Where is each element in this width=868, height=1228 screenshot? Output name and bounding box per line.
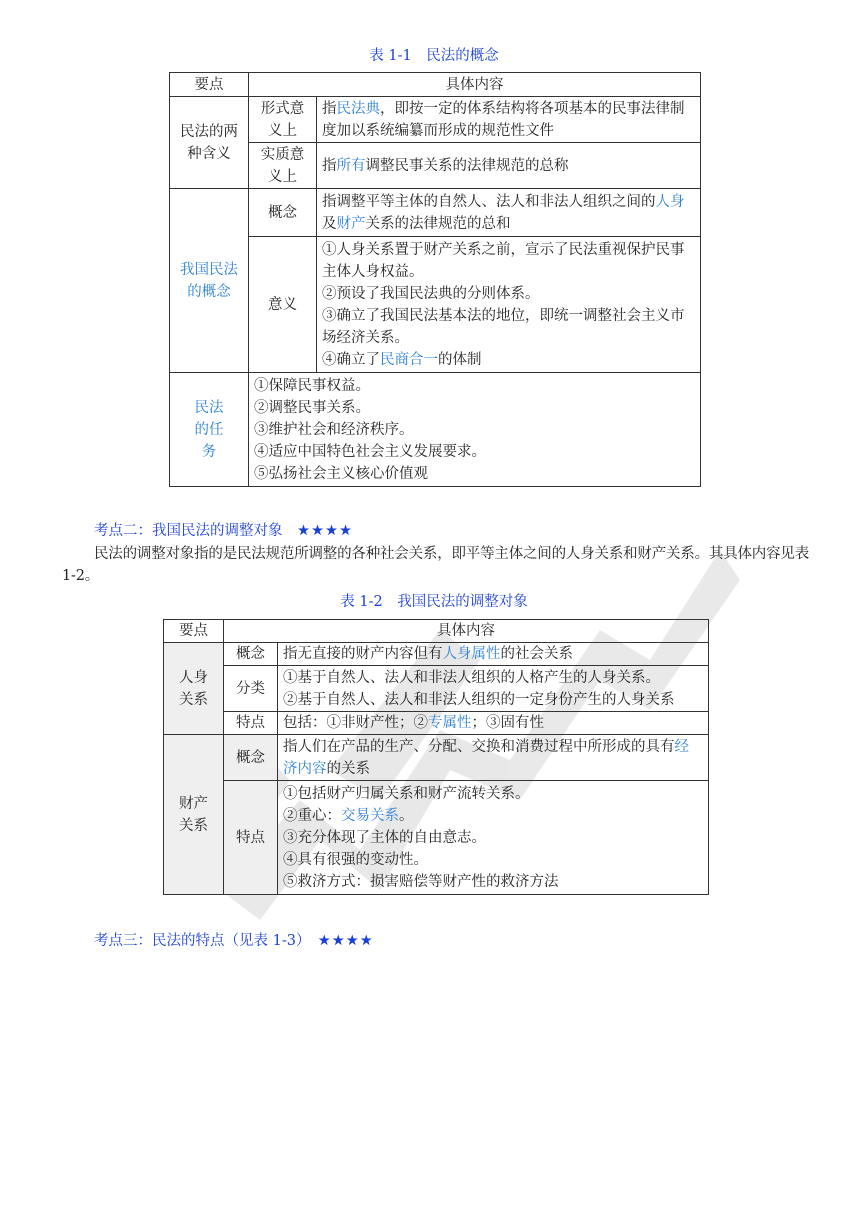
- table2-header-key: 要点: [164, 620, 224, 643]
- row3-content: ①保障民事权益。 ②调整民事关系。 ③维护社会和经济秩序。 ④适应中国特色社会主义发展要求。 ⑤弘扬社会主义核心价值观: [249, 373, 701, 487]
- row2a-sub: 概念: [249, 189, 317, 237]
- f2-content: ①包括财产归属关系和财产流转关系。 ②重心：交易关系。 ③充分体现了主体的自由意志。 ④具有很强的变动性。 ⑤救济方式：损害赔偿等财产性的救济方法: [278, 781, 709, 895]
- row1b-content: 指所有调整民事关系的法律规范的总称: [317, 143, 701, 189]
- row2b-content: ①人身关系置于财产关系之前，宣示了民法重视保护民事主体人身权益。 ②预设了我国民法典的分则体系。 ③确立了我国民法基本法的地位，即统一调整社会主义市场经济关系。 ④确立了民商合一的体制: [317, 237, 701, 373]
- row2a-content: 指调整平等主体的自然人、法人和非法人组织之间的人身及财产关系的法律规范的总和: [317, 189, 701, 237]
- table1-header-key: 要点: [170, 73, 249, 97]
- table2-header-content: 具体内容: [224, 620, 709, 643]
- rating-stars: ★★★★: [297, 523, 353, 539]
- section3-heading: 考点三：民法的特点（见表 1-3） ★★★★: [94, 933, 374, 949]
- rating-stars: ★★★★: [317, 933, 374, 949]
- table1-caption: 表 1-1 民法的概念: [369, 48, 499, 64]
- personal-relation-key: 人身关系: [164, 643, 224, 735]
- p2-content: ①基于自然人、法人和非法人组织的人格产生的人身关系。 ②基于自然人、法人和非法人组织的一定身份产生的人身关系: [278, 666, 709, 712]
- f1-content: 指人们在产品的生产、分配、交换和消费过程中所形成的具有经济内容的关系: [278, 735, 709, 781]
- section2-heading: 考点二：我国民法的调整对象 ★★★★: [94, 523, 353, 539]
- p2-sub: 分类: [224, 666, 278, 712]
- section2-paragraph: 民法的调整对象指的是民法规范所调整的各种社会关系，即平等主体之间的人身关系和财产关系。其具体内容见表 1-2。: [62, 546, 809, 584]
- row2-key: 我国民法的概念: [170, 189, 249, 373]
- table1-header-content: 具体内容: [249, 73, 701, 97]
- p3-content: 包括：①非财产性；②专属性；③固有性: [278, 712, 709, 735]
- table2-caption: 表 1-2 我国民法的调整对象: [340, 594, 528, 610]
- row1a-sub: 形式意义上: [249, 97, 317, 143]
- row1-key: 民法的两种含义: [170, 97, 249, 189]
- table2: [163, 619, 709, 895]
- p1-content: 指无直接的财产内容但有人身属性的社会关系: [278, 643, 709, 666]
- table1: [169, 72, 701, 487]
- f1-sub: 概念: [224, 735, 278, 781]
- p1-sub: 概念: [224, 643, 278, 666]
- row1a-content: 指民法典，即按一定的体系结构将各项基本的民事法律制度加以系统编纂而形成的规范性文件: [317, 97, 701, 143]
- row2b-sub: 意义: [249, 237, 317, 373]
- f2-sub: 特点: [224, 781, 278, 895]
- row1b-sub: 实质意义上: [249, 143, 317, 189]
- property-relation-key: 财产关系: [164, 735, 224, 895]
- row3-key: 民法的任务: [170, 373, 249, 487]
- p3-sub: 特点: [224, 712, 278, 735]
